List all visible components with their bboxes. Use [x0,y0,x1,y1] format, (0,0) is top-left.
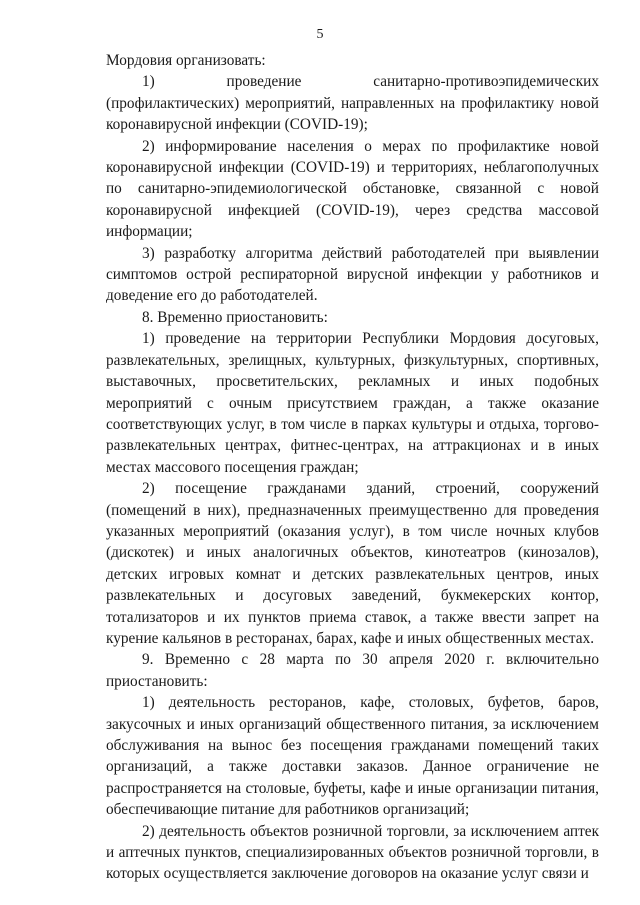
section-heading: 8. Временно приостановить: [142,308,328,326]
section-heading: 9. Временно с 28 марта по 30 апреля 2020 г. включительно приостановить: [106,651,599,690]
page-number: 5 [316,27,324,42]
paragraph: Мордовия организовать: [106,52,266,69]
paragraph: 2) посещение гражданами зданий, строений, сооружений (помещений в них), предназначенных преимущественно для проведения указанных мероприятий (оказания услуг), в том числе ночных клубов (дискотек) и иных аналогичных объектов, кинотеатров (кинозалов), детских игровых комнат и детских развлекательных центров, иных развлекательных и досуговых заведений, букмекерских контор, тотализаторов и их пунктов приема ставок, а также ввести запрет на курение кальянов в ресторанах, барах, кафе и иных общественных местах. [106,480,599,647]
paragraph: 1) проведение санитарно-противоэпидемических (профилактических) мероприятий, направленных на профилактику новой коронавирусной инфекции (COVID-19); [106,73,599,134]
paragraph: 2) деятельность объектов розничной торговли, за исключением аптек и аптечных пунктов, специализированных объектов розничной торговли, в которых осуществляется заключение договоров на оказание услуг связи и [106,822,599,883]
paragraph: 3) разработку алгоритма действий работодателей при выявлении симптомов острой респираторной вирусной инфекции у работников и доведение его до работодателей. [106,244,599,305]
paragraph: 1) деятельность ресторанов, кафе, столовых, буфетов, баров, закусочных и иных организаций общественного питания, за исключением обслуживания на вынос без посещения гражданами помещений таких организаций, а также доставки заказов. Данное ограничение не распространяется на столовые, буфеты, кафе и иные организации питания, обеспечивающие питание для работников организаций; [106,694,599,819]
paragraph: 2) информирование населения о мерах по профилактике новой коронавирусной инфекции (COVID-19) и территориях, неблагополучных по санитарно-эпидемиологической обстановке, связанной с новой коронавирусной инфекцией (COVID-19), через средства массовой информации; [106,137,599,241]
document-body [106,50,599,885]
paragraph: 1) проведение на территории Республики Мордовия досуговых, развлекательных, зрелищных, культурных, физкультурных, спортивных, выставочных, просветительских, рекламных и иных подобных мероприятий с очным присутствием граждан, а также оказание соответствующих услуг, в том числе в парках культуры и отдыха, торгово-развлекательных центрах, фитнес-центрах, на аттракционах и в иных местах массового посещения граждан; [106,330,599,476]
